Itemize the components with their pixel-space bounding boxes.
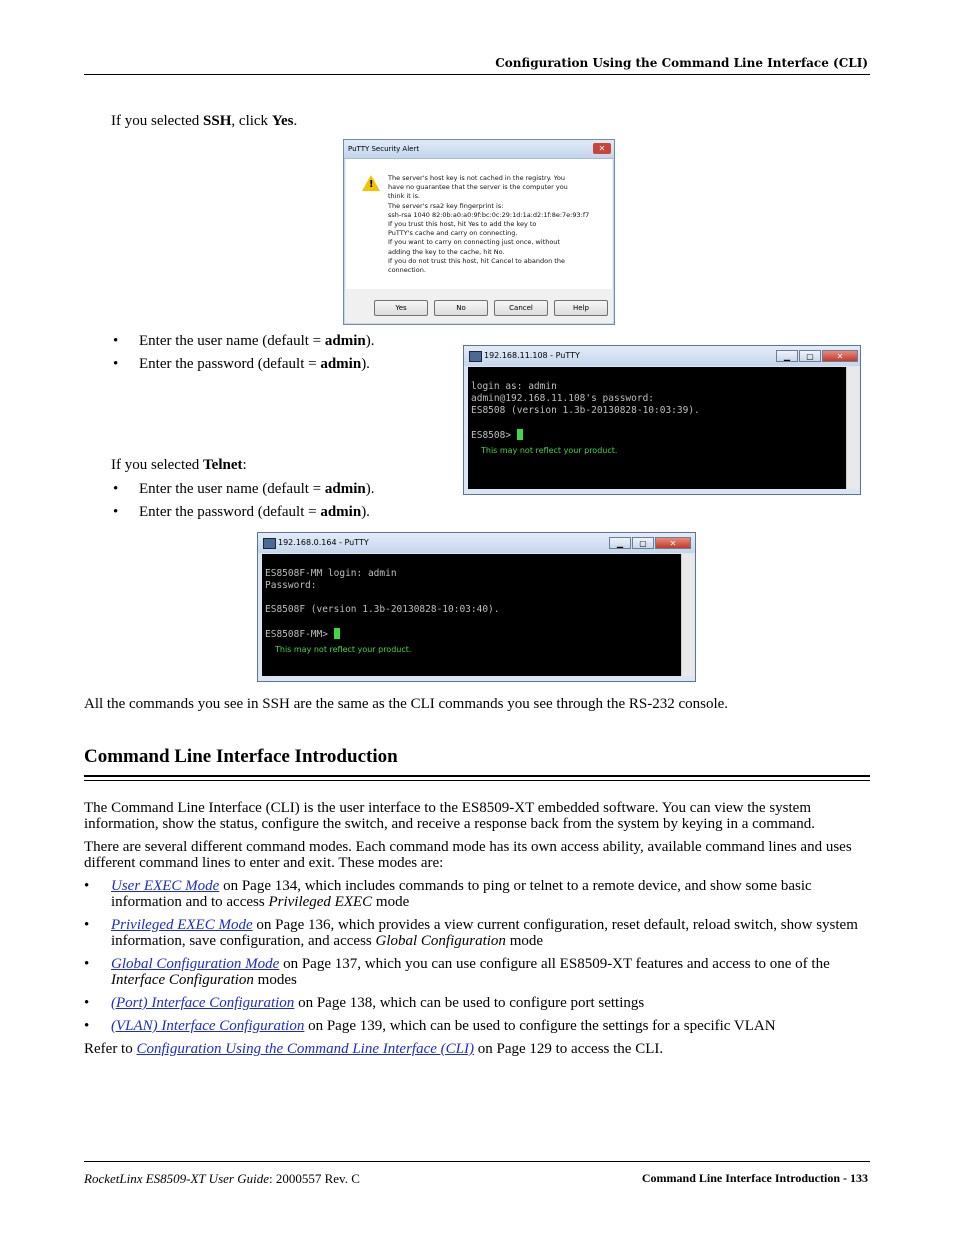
scrollbar[interactable]	[846, 367, 859, 489]
help-button[interactable]: Help	[554, 300, 608, 316]
ssh-bullet-list	[113, 333, 453, 372]
putty-security-alert-dialog	[343, 139, 615, 325]
heading-rule-top	[84, 775, 870, 777]
list-item: • Global Configuration Mode on Page 137, which you can use configure all ES8509-XT features and access to one of the Interface Configuration modes	[84, 956, 830, 988]
running-header: Configuration Using the Command Line Interface (CLI)	[495, 56, 868, 70]
no-button[interactable]: No	[434, 300, 488, 316]
header-rule	[84, 74, 870, 75]
port-interface-configuration-link[interactable]: (Port) Interface Configuration	[111, 995, 295, 1011]
list-item: • Enter the user name (default = admin).	[113, 481, 375, 497]
terminal-screen[interactable]: login as: admin admin@192.168.11.108's password: ES8508 (version 1.3b-20130828-10:03:39). ES8508> This may not reflect your product.	[468, 367, 846, 489]
window-title-bar: 192.168.11.108 - PuTTY ▁ ▢ ✕	[464, 346, 860, 366]
terminal-cursor	[334, 628, 340, 639]
dialog-message: The server's host key is not cached in the registry. You have no guarantee that the server is the computer you think it is. The server's rsa2 key fingerprint is: ssh-rsa 1040 82:0b:a0:a0:9f:bc:0c:29:1d:1a:d2:1f:8e:7e:93:f7 If you trust this host, hit Yes to add the key to PuTTY's cache and carry on connecting. If you want to carry on connecting just once, without adding the key to the cache, hit No. If you do not trust this host, hit Cancel to abandon the connection.	[388, 174, 590, 275]
telnet-putty-window	[257, 532, 696, 682]
section-body	[84, 800, 870, 1057]
paragraph: There are several different command modes. Each command mode has its own access ability, available command lines and uses different command lines to enter and exit. These modes are:	[84, 839, 852, 871]
yes-button[interactable]: Yes	[374, 300, 428, 316]
ssh-note: All the commands you see in SSH are the same as the CLI commands you see through the RS-232 console.	[84, 696, 729, 712]
minimize-button[interactable]: ▁	[609, 537, 631, 549]
putty-icon	[263, 538, 276, 549]
putty-icon	[469, 351, 482, 362]
minimize-button[interactable]: ▁	[776, 350, 798, 362]
close-button[interactable]: ✕	[822, 350, 858, 362]
list-item: • Enter the password (default = admin).	[113, 356, 370, 372]
paragraph: The Command Line Interface (CLI) is the user interface to the ES8509-XT embedded software. You can view the system information, show the status, configure the switch, and receive a response back from the system by keying in a command.	[84, 800, 816, 832]
section-heading: Command Line Interface Introduction	[84, 746, 398, 767]
heading-rule-bottom	[84, 780, 870, 781]
close-icon[interactable]: ✕	[593, 143, 611, 154]
maximize-button[interactable]: ▢	[632, 537, 654, 549]
window-title-bar: 192.168.0.164 - PuTTY ▁ ▢ ✕	[258, 533, 695, 553]
dialog-body: ! The server's host key is not cached in the registry. You have no guarantee that the server is the computer you think it is. The server's rsa2 key fingerprint is: ssh-rsa 1040 82:0b:a0:a0:9f:bc:0c:29:1d:1a:d2:1f:8e:7e:93:f7 If you trust this host, hit Yes to add the key to PuTTY's cache and carry on connecting. If you want to carry on connecting just once, without adding the key to the cache, hit No. If you do not trust this host, hit Cancel to abandon the connection.	[346, 159, 612, 289]
list-item: • (Port) Interface Configuration on Page 138, which can be used to configure port settings	[84, 995, 645, 1011]
footer-rule	[84, 1161, 870, 1162]
list-item: • User EXEC Mode on Page 134, which includes commands to ping or telnet to a remote device, and show some basic information and to access Privileged EXEC mode	[84, 878, 812, 910]
cancel-button[interactable]: Cancel	[494, 300, 548, 316]
terminal-cursor	[517, 429, 523, 440]
list-item: • Privileged EXEC Mode on Page 136, which provides a view current configuration, reset default, reload switch, show system information, save configuration, and access Global Configuration mode	[84, 917, 858, 949]
list-item: • Enter the user name (default = admin).	[113, 333, 375, 349]
footer-doc-title: RocketLinx ES8509-XT User Guide: 2000557 Rev. C	[84, 1171, 360, 1186]
ssh-intro: If you selected SSH, click Yes.	[111, 113, 298, 129]
close-button[interactable]: ✕	[655, 537, 691, 549]
scrollbar[interactable]	[681, 554, 694, 676]
list-item: • Enter the password (default = admin).	[113, 504, 370, 520]
privileged-exec-mode-link[interactable]: Privileged EXEC Mode	[111, 917, 253, 933]
terminal-screen[interactable]: ES8508F-MM login: admin Password: ES8508F (version 1.3b-20130828-10:03:40). ES8508F-MM> This may not reflect your product.	[262, 554, 681, 676]
footer-page-label: Command Line Interface Introduction - 133	[641, 1171, 868, 1185]
ssh-putty-window	[463, 345, 861, 495]
global-configuration-mode-link[interactable]: Global Configuration Mode	[111, 956, 280, 972]
telnet-intro: If you selected Telnet:	[111, 457, 247, 473]
cli-configuration-link[interactable]: Configuration Using the Command Line Interface (CLI)	[136, 1041, 474, 1057]
list-item: • (VLAN) Interface Configuration on Page 139, which can be used to configure the settings for a specific VLAN	[84, 1018, 776, 1034]
vlan-interface-configuration-link[interactable]: (VLAN) Interface Configuration	[111, 1018, 305, 1034]
maximize-button[interactable]: ▢	[799, 350, 821, 362]
refer-paragraph: Refer to Configuration Using the Command Line Interface (CLI) on Page 129 to access the CLI.	[84, 1041, 664, 1057]
dialog-title-bar: PuTTY Security Alert	[344, 140, 614, 159]
user-exec-mode-link[interactable]: User EXEC Mode	[111, 878, 220, 894]
telnet-bullet-list	[113, 481, 453, 520]
